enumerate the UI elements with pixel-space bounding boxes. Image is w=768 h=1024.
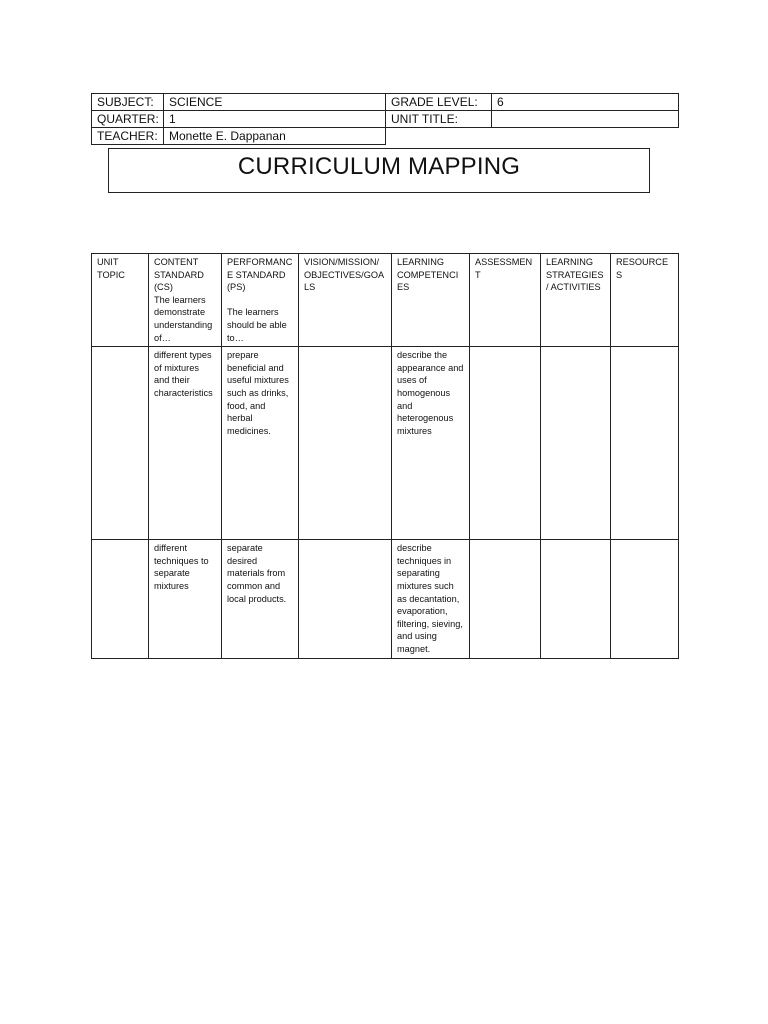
cell-assessment — [470, 540, 541, 658]
header-performance-standard — [222, 254, 299, 347]
subject-value: SCIENCE — [164, 94, 386, 111]
cell-content-standard: different types of mixtures and their characteristics — [149, 347, 222, 540]
header-resources: RESOURCES — [611, 254, 679, 347]
header-content-standard-note: The learners demonstrate understanding of… — [154, 294, 213, 343]
unit-title-value — [492, 111, 679, 128]
header-performance-standard-note: The learners should be able to… — [227, 307, 287, 343]
info-row-teacher — [92, 128, 679, 145]
cell-learning-strategies — [541, 347, 611, 540]
table-row — [92, 347, 679, 540]
cell-resources — [611, 347, 679, 540]
subject-label: SUBJECT: — [92, 94, 164, 111]
table-row — [92, 540, 679, 658]
header-learning-strategies: LEARNING STRATEGIES/ ACTIVITIES — [541, 254, 611, 347]
teacher-label: TEACHER: — [92, 128, 164, 145]
info-row-quarter — [92, 111, 679, 128]
info-table — [91, 93, 679, 145]
header-content-standard — [149, 254, 222, 347]
header-performance-standard-label: PERFORMANCE STANDARD (PS) — [227, 257, 293, 293]
cell-resources — [611, 540, 679, 658]
quarter-value: 1 — [164, 111, 386, 128]
quarter-label: QUARTER: — [92, 111, 164, 128]
cell-learning-strategies — [541, 540, 611, 658]
empty-cell — [492, 128, 679, 145]
page-title: CURRICULUM MAPPING — [237, 153, 521, 180]
empty-cell — [386, 128, 492, 145]
title-box — [108, 148, 650, 193]
cell-performance-standard: prepare beneficial and useful mixtures such as drinks, food, and herbal medicines. — [222, 347, 299, 540]
unit-title-label: UNIT TITLE: — [386, 111, 492, 128]
cell-assessment — [470, 347, 541, 540]
cell-unit-topic — [92, 540, 149, 658]
header-assessment: ASSESSMENT — [470, 254, 541, 347]
grade-level-label: GRADE LEVEL: — [386, 94, 492, 111]
header-unit-topic: UNIT TOPIC — [92, 254, 149, 347]
header-learning-competencies: LEARNING COMPETENCIES — [392, 254, 470, 347]
cell-learning-competencies: describe techniques in separating mixtures such as decantation, evaporation, filtering, sieving, and using magnet. — [392, 540, 470, 658]
cell-unit-topic — [92, 347, 149, 540]
teacher-value: Monette E. Dappanan — [164, 128, 386, 145]
curriculum-table — [91, 253, 679, 659]
spacer — [227, 294, 293, 307]
cell-performance-standard: separate desired materials from common and local products. — [222, 540, 299, 658]
header-vision-mission: VISION/MISSION/ OBJECTIVES/GOALS — [299, 254, 392, 347]
table-header-row — [92, 254, 679, 347]
info-row-subject — [92, 94, 679, 111]
cell-vision-mission — [299, 540, 392, 658]
grade-level-value: 6 — [492, 94, 679, 111]
cell-learning-competencies: describe the appearance and uses of homogenous and heterogenous mixtures — [392, 347, 470, 540]
cell-content-standard: different techniques to separate mixtures — [149, 540, 222, 658]
cell-vision-mission — [299, 347, 392, 540]
header-content-standard-label: CONTENT STANDARD (CS) — [154, 257, 204, 293]
